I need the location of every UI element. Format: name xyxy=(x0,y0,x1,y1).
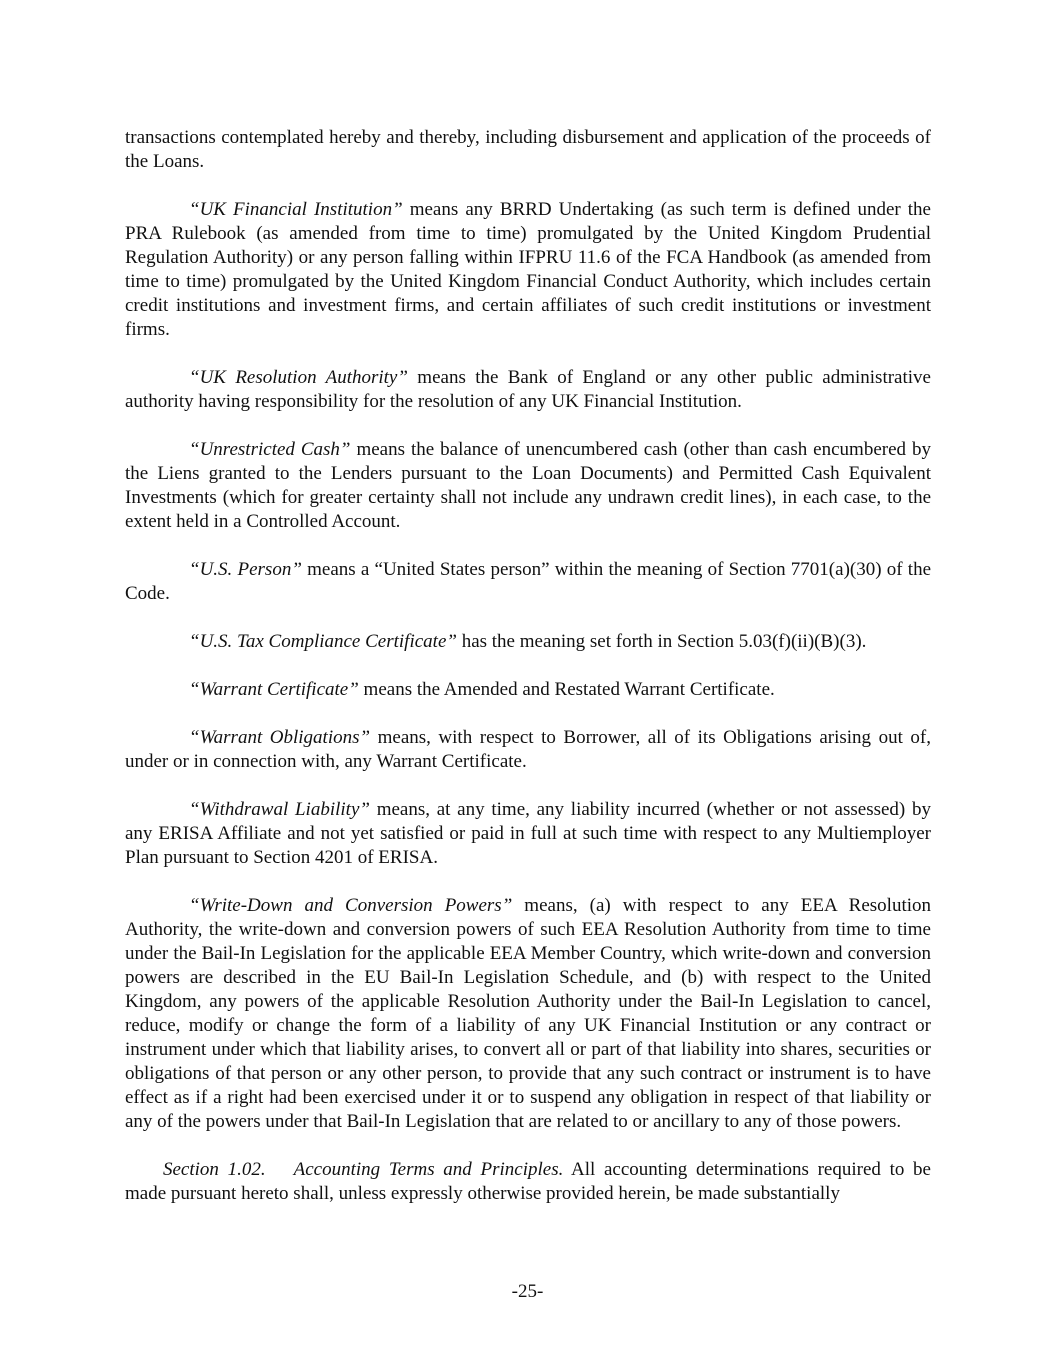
definition-us-person xyxy=(125,558,931,606)
definition-text: has the meaning set forth in Section 5.03(f)(ii)(B)(3). xyxy=(456,631,867,652)
defined-term: “Write-Down and Conversion Powers” xyxy=(189,895,513,916)
definition-uk-resolution-authority xyxy=(125,366,931,414)
definition-text: means, at any time, any liability incurred (whether or not assessed) by any ERISA Affiliate and not yet satisfied or paid in full at such time with respect to any Multiemployer Plan pursuant to Section 4201 of ERISA. xyxy=(125,799,931,868)
section-title: Accounting Terms and Principles. xyxy=(293,1159,564,1180)
defined-term: “Warrant Obligations” xyxy=(189,727,371,748)
section-number: Section 1.02. xyxy=(163,1159,266,1180)
definition-text: means the Amended and Restated Warrant Certificate. xyxy=(358,679,775,700)
defined-term: “UK Financial Institution” xyxy=(189,199,403,220)
defined-term: “Warrant Certificate” xyxy=(189,679,359,700)
definition-write-down-and-conversion-powers xyxy=(125,894,931,1134)
definition-warrant-certificate xyxy=(125,678,931,702)
defined-term: “U.S. Person” xyxy=(189,559,302,580)
intro-text: transactions contemplated hereby and thereby, including disbursement and application of the proceeds of the Loans. xyxy=(125,127,931,172)
definition-text: means, (a) with respect to any EEA Resolution Authority, the write-down and conversion powers of such EEA Resolution Authority from time to time under the Bail-In Legislation for the applicable EEA Member Country, which write-down and conversion powers are described in the EU Bail-In Legislation Schedule, and (b) with respect to the United Kingdom, any powers of the applicable Resolution Authority under the Bail-In Legislation to cancel, reduce, modify or change the form of a liability of any UK Financial Institution or any contract or instrument under which that liability arises, to convert all or part of that liability into shares, securities or obligations of that person or any other person, to provide that any such contract or instrument is to have effect as if a right had been exercised under it or to suspend any obligation in respect of that liability or any of the powers under that Bail-In Legislation that are related to or ancillary to any of those powers. xyxy=(125,895,932,1132)
definition-us-tax-compliance-certificate xyxy=(125,630,931,654)
section-1-02-paragraph xyxy=(125,1158,931,1206)
defined-term: “Unrestricted Cash” xyxy=(189,439,351,460)
section-text: All accounting determinations required to be made pursuant hereto shall, unless expressly otherwise provided herein, be made substantially xyxy=(125,1159,931,1204)
defined-term: “UK Resolution Authority” xyxy=(189,367,408,388)
definition-withdrawal-liability xyxy=(125,798,931,870)
definition-text: means the Bank of England or any other public administrative authority having responsibility for the resolution of any UK Financial Institution. xyxy=(125,367,931,412)
defined-term: “U.S. Tax Compliance Certificate” xyxy=(189,631,457,652)
intro-paragraph xyxy=(125,126,931,174)
page-number: -25- xyxy=(511,1281,544,1302)
definition-warrant-obligations xyxy=(125,726,931,774)
defined-term: “Withdrawal Liability” xyxy=(189,799,370,820)
definition-text: means the balance of unencumbered cash (other than cash encumbered by the Liens granted to the Lenders pursuant to the Loan Documents) and Permitted Cash Equivalent Investments (which for greater certainty shall not include any undrawn credit lines), in each case, to the extent held in a Controlled Account. xyxy=(125,439,931,532)
definition-text: means, with respect to Borrower, all of its Obligations arising out of, under or in connection with, any Warrant Certificate. xyxy=(125,727,931,772)
definition-uk-financial-institution xyxy=(125,198,931,342)
definition-unrestricted-cash xyxy=(125,438,931,534)
definition-text: means a “United States person” within the meaning of Section 7701(a)(30) of the Code. xyxy=(125,559,932,604)
definition-text: means any BRRD Undertaking (as such term is defined under the PRA Rulebook (as amended from time to time) promulgated by the United Kingdom Prudential Regulation Authority) or any person falling within IFPRU 11.6 of the FCA Handbook (as amended from time to time) promulgated by the United Kingdom Financial Conduct Authority, which includes certain credit institutions and investment firms, and certain affiliates of such credit institutions or investment firms. xyxy=(125,199,931,340)
document-body xyxy=(125,126,931,1230)
